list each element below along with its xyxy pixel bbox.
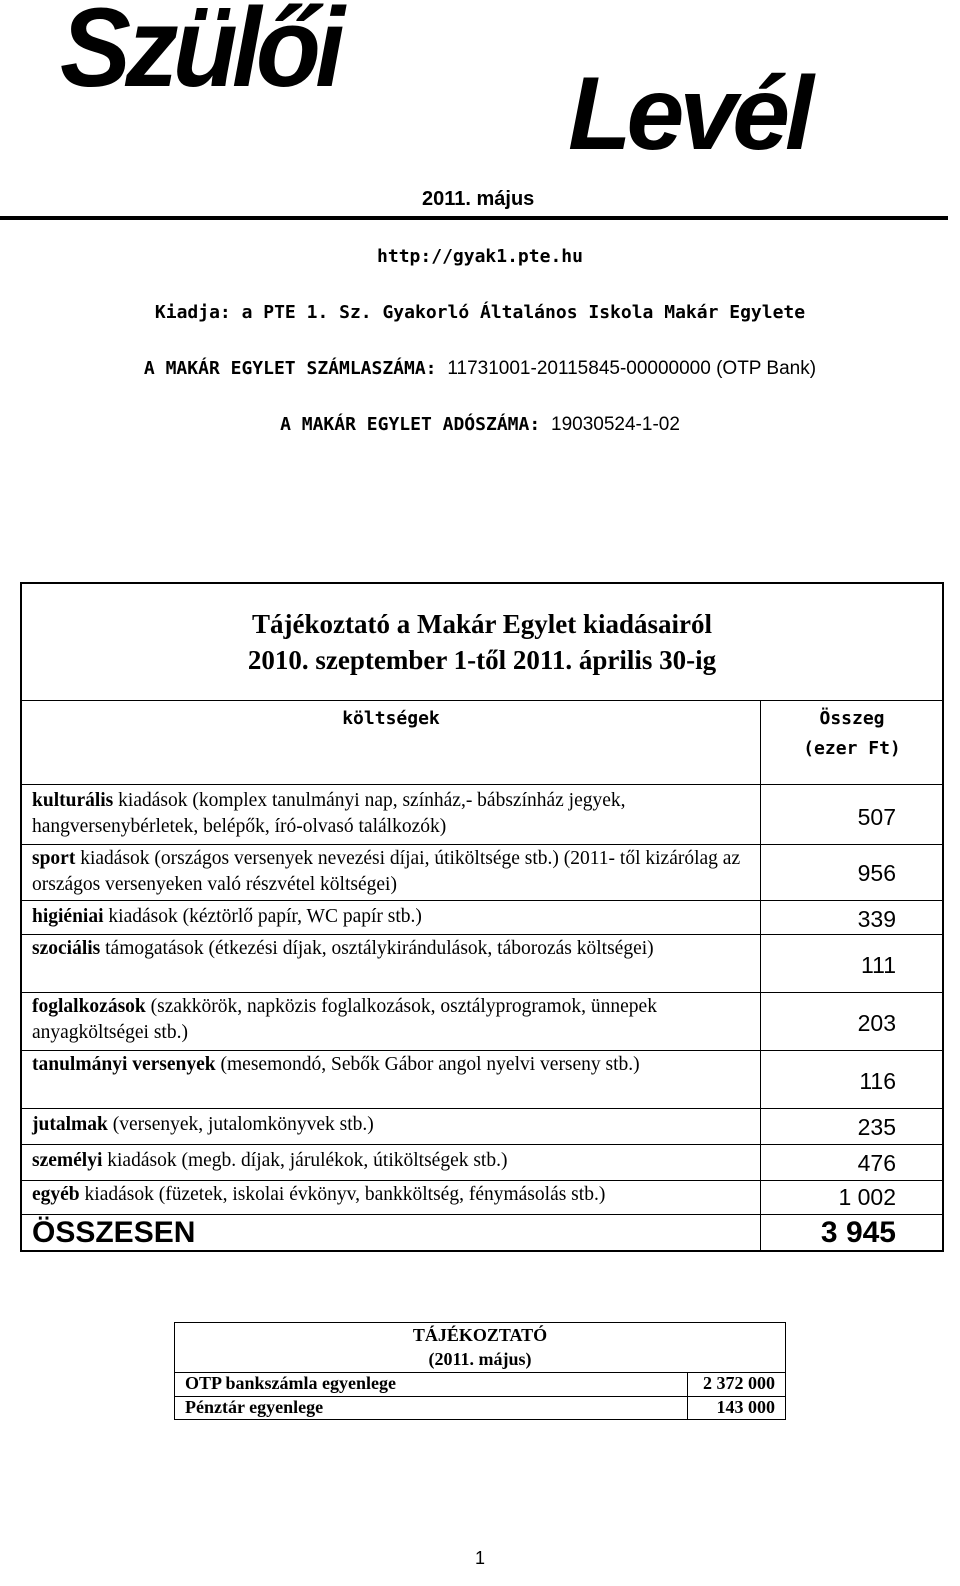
expense-detail: kiadások (megb. díjak, járulékok, útiköltségek stb.) xyxy=(102,1150,508,1171)
expense-amount: 116 xyxy=(859,1068,896,1094)
expense-category: egyéb xyxy=(32,1184,80,1205)
column-header-costs: költségek xyxy=(342,708,440,729)
column-header-amount xyxy=(760,704,944,764)
expense-table-caption xyxy=(22,606,942,678)
balance-caption-date: (2011. május) xyxy=(428,1349,532,1369)
expense-table xyxy=(20,582,944,1252)
expense-category: szociális xyxy=(32,938,101,959)
expense-amount: 235 xyxy=(857,1114,896,1140)
tax-line xyxy=(0,414,960,436)
row-divider xyxy=(22,1108,942,1109)
balance-row-value: 143 000 xyxy=(716,1397,775,1417)
expense-category: jutalmak xyxy=(32,1114,108,1135)
tax-number: 19030524-1-02 xyxy=(551,414,680,435)
balance-row-label: Pénztár egyenlege xyxy=(185,1397,324,1417)
expense-detail: kiadások (komplex tanulmányi nap, színház,- bábszínház jegyek, hangversenybérletek, belépők, író-olvasó találkozók) xyxy=(32,790,626,837)
expense-category: személyi xyxy=(32,1150,103,1171)
account-line xyxy=(0,358,960,380)
expense-description xyxy=(32,1112,756,1138)
issue-date: 2011. május xyxy=(422,188,535,210)
expense-detail: támogatások (étkezési díjak, osztálykirándulások, táborozás költségei) xyxy=(100,938,654,959)
expense-category: foglalkozások xyxy=(32,996,146,1017)
amount-header-label: Összeg xyxy=(819,708,885,729)
expense-description xyxy=(32,1148,756,1174)
total-label: ÖSSZESEN xyxy=(32,1216,196,1249)
expense-detail: kiadások (országos versenyek nevezési díjai, útiköltsége stb.) (2011- től kizárólag az országos versenyeken való részvétel költségei) xyxy=(32,848,741,895)
expense-amount: 203 xyxy=(857,1010,896,1036)
expense-category: higiéniai xyxy=(32,906,104,927)
page-number: 1 xyxy=(474,1548,485,1568)
expense-amount: 339 xyxy=(857,906,896,932)
balance-row-label: OTP bankszámla egyenlege xyxy=(185,1373,396,1393)
row-divider xyxy=(22,1214,942,1215)
amount-header-unit: (ezer Ft) xyxy=(803,738,901,759)
expense-amount: 111 xyxy=(861,952,896,978)
publisher-text: Kiadja: a PTE 1. Sz. Gyakorló Általános Iskola Makár Egylete xyxy=(154,302,806,323)
expense-description xyxy=(32,994,756,1046)
expense-detail: kiadások (kéztörlő papír, WC papír stb.) xyxy=(103,906,422,927)
expense-category: kulturális xyxy=(32,790,114,811)
row-divider xyxy=(22,1050,942,1051)
expense-detail: (versenyek, jutalomkönyvek stb.) xyxy=(107,1114,374,1135)
expense-amount: 1 002 xyxy=(838,1184,896,1210)
balance-table xyxy=(174,1322,786,1420)
row-divider xyxy=(22,1144,942,1145)
total-amount: 3 945 xyxy=(820,1216,896,1249)
newsletter-title-word2: Levél xyxy=(568,56,809,172)
balance-caption-title: TÁJÉKOZTATÓ xyxy=(412,1325,548,1345)
expense-detail: kiadások (füzetek, iskolai évkönyv, bankköltség, fénymásolás stb.) xyxy=(79,1184,606,1205)
expense-amount: 476 xyxy=(857,1150,896,1176)
expense-description xyxy=(32,936,756,962)
account-label: A MAKÁR EGYLET SZÁMLASZÁMA: xyxy=(143,358,437,379)
account-number: 11731001-20115845-00000000 (OTP Bank) xyxy=(447,358,817,379)
row-divider xyxy=(22,1180,942,1181)
row-divider xyxy=(22,992,942,993)
newsletter-title-word1: Szülői xyxy=(60,0,340,110)
expense-description xyxy=(32,1182,756,1208)
row-divider xyxy=(22,934,942,935)
publisher-line xyxy=(0,302,960,323)
expense-category: sport xyxy=(32,848,76,869)
caption-title: Tájékoztató a Makár Egylet kiadásairól xyxy=(252,609,712,639)
expense-description xyxy=(32,1052,756,1078)
tax-label: A MAKÁR EGYLET ADÓSZÁMA: xyxy=(280,414,541,435)
website-url: http://gyak1.pte.hu xyxy=(377,246,583,267)
row-divider xyxy=(22,844,942,845)
table-divider xyxy=(22,700,942,701)
expense-description xyxy=(32,904,756,930)
caption-period: 2010. szeptember 1-től 2011. április 30-ig xyxy=(247,645,717,675)
expense-category: tanulmányi versenyek xyxy=(32,1054,216,1075)
header-divider xyxy=(0,216,948,220)
row-divider xyxy=(22,900,942,901)
column-divider xyxy=(760,700,761,1252)
website-line xyxy=(0,246,960,267)
expense-description xyxy=(32,788,756,840)
table-divider xyxy=(22,784,942,785)
expense-detail: (szakkörök, napközis foglalkozások, osztályprogramok, ünnepek anyagköltségei stb.) xyxy=(32,996,657,1043)
expense-amount: 507 xyxy=(857,804,896,830)
expense-description xyxy=(32,846,756,898)
expense-amount: 956 xyxy=(857,860,896,886)
balance-row-value: 2 372 000 xyxy=(703,1373,775,1393)
expense-detail: (mesemondó, Sebők Gábor angol nyelvi verseny stb.) xyxy=(215,1054,640,1075)
